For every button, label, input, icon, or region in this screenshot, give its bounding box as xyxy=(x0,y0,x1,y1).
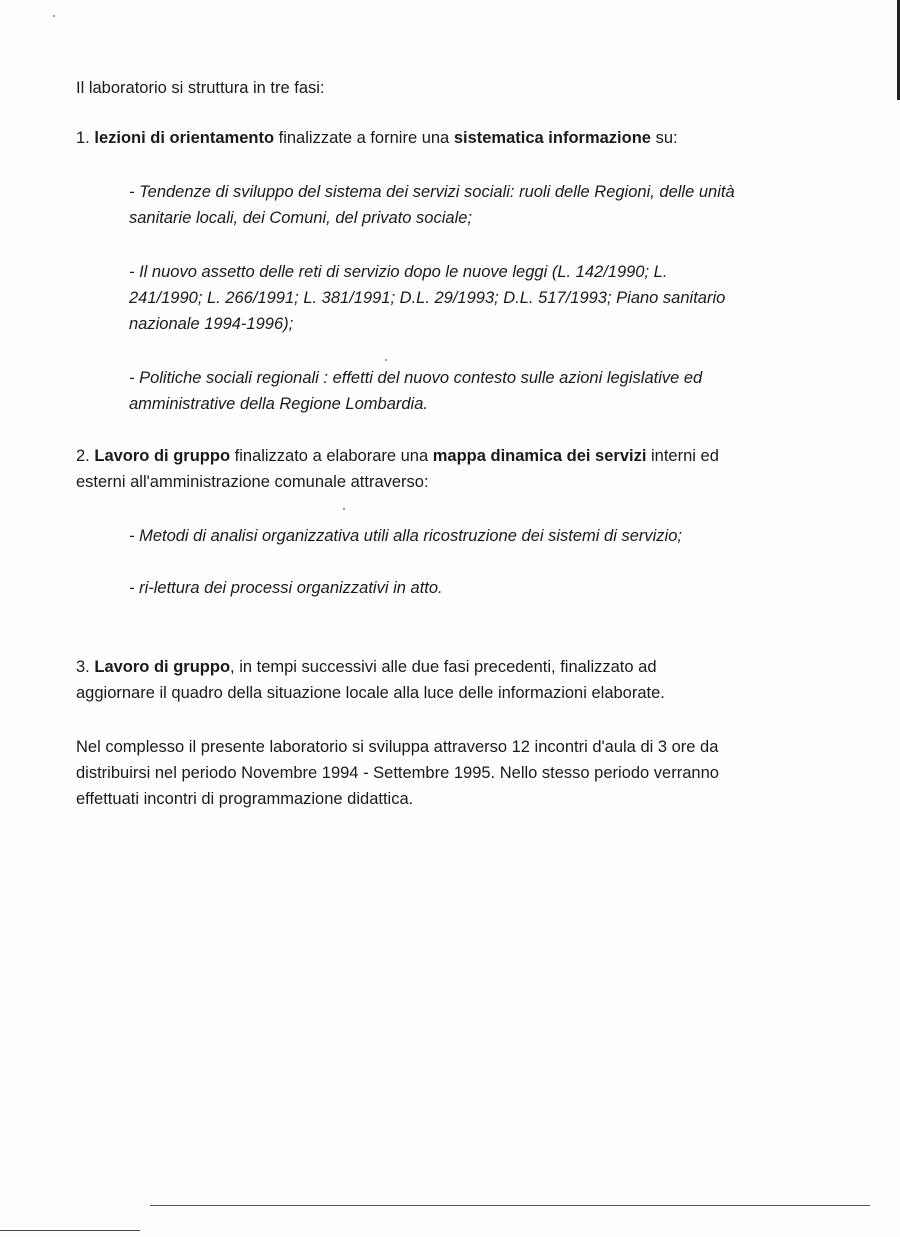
phase2-bold-title: Lavoro di gruppo xyxy=(94,447,231,465)
phase2-number: 2. xyxy=(76,447,90,465)
scan-speck xyxy=(53,15,55,17)
phase3-line2: aggiornare il quadro della situazione locale alla luce delle informazioni elaborate. xyxy=(76,684,665,702)
phase2-bold-subject: mappa dinamica dei servizi xyxy=(432,447,647,465)
bottom-rule-left xyxy=(0,1230,140,1231)
intro-line: Il laboratorio si struttura in tre fasi: xyxy=(76,79,325,97)
phase1-item2-line1: - Il nuovo assetto delle reti di servizio dopo le nuove leggi (L. 142/1990; L. xyxy=(129,263,668,281)
phase2-line2: esterni all'amministrazione comunale attraverso: xyxy=(76,473,429,491)
phase2-text-end: interni ed xyxy=(646,447,719,465)
phase3-bold-title: Lavoro di gruppo xyxy=(94,658,231,676)
bottom-rule xyxy=(150,1205,870,1206)
phase2-item1: - Metodi di analisi organizzativa utili alla ricostruzione dei sistemi di servizio; xyxy=(129,527,682,545)
phase1-item3-line1: - Politiche sociali regionali : effetti del nuovo contesto sulle azioni legislative ed xyxy=(129,369,703,387)
phase1-item3-line2: amministrative della Regione Lombardia. xyxy=(129,395,428,413)
phase1-bold-subject: sistematica informazione xyxy=(453,129,651,147)
phase1-number: 1. xyxy=(76,129,90,147)
phase2-heading xyxy=(76,446,816,466)
phase2-text: finalizzato a elaborare una xyxy=(230,447,433,465)
scan-speck xyxy=(343,508,345,510)
phase1-text: finalizzate a fornire una xyxy=(274,129,454,147)
phase3-text: , in tempi successivi alle due fasi precedenti, finalizzato ad xyxy=(230,658,657,676)
closing-line1: Nel complesso il presente laboratorio si sviluppa attraverso 12 incontri d'aula di 3 ore da xyxy=(76,738,719,756)
phase1-text-end: su: xyxy=(650,129,678,147)
phase1-heading xyxy=(76,128,816,148)
phase3-number: 3. xyxy=(76,658,90,676)
phase1-item1-line1: - Tendenze di sviluppo del sistema dei servizi sociali: ruoli delle Regioni, delle unità xyxy=(129,183,735,201)
phase1-item2-line3: nazionale 1994-1996); xyxy=(129,315,294,333)
phase1-bold-title: lezioni di orientamento xyxy=(94,129,275,147)
phase2-item2: - ri-lettura dei processi organizzativi in atto. xyxy=(129,579,443,597)
phase1-item2-line2: 241/1990; L. 266/1991; L. 381/1991; D.L. 29/1993; D.L. 517/1993; Piano sanitario xyxy=(129,289,726,307)
closing-line3: effettuati incontri di programmazione didattica. xyxy=(76,790,414,808)
scan-speck xyxy=(385,359,387,361)
closing-line2: distribuirsi nel periodo Novembre 1994 - Settembre 1995. Nello stesso periodo verranno xyxy=(76,764,719,782)
phase3-heading xyxy=(76,657,816,677)
phase1-item1-line2: sanitarie locali, dei Comuni, del privato sociale; xyxy=(129,209,473,227)
